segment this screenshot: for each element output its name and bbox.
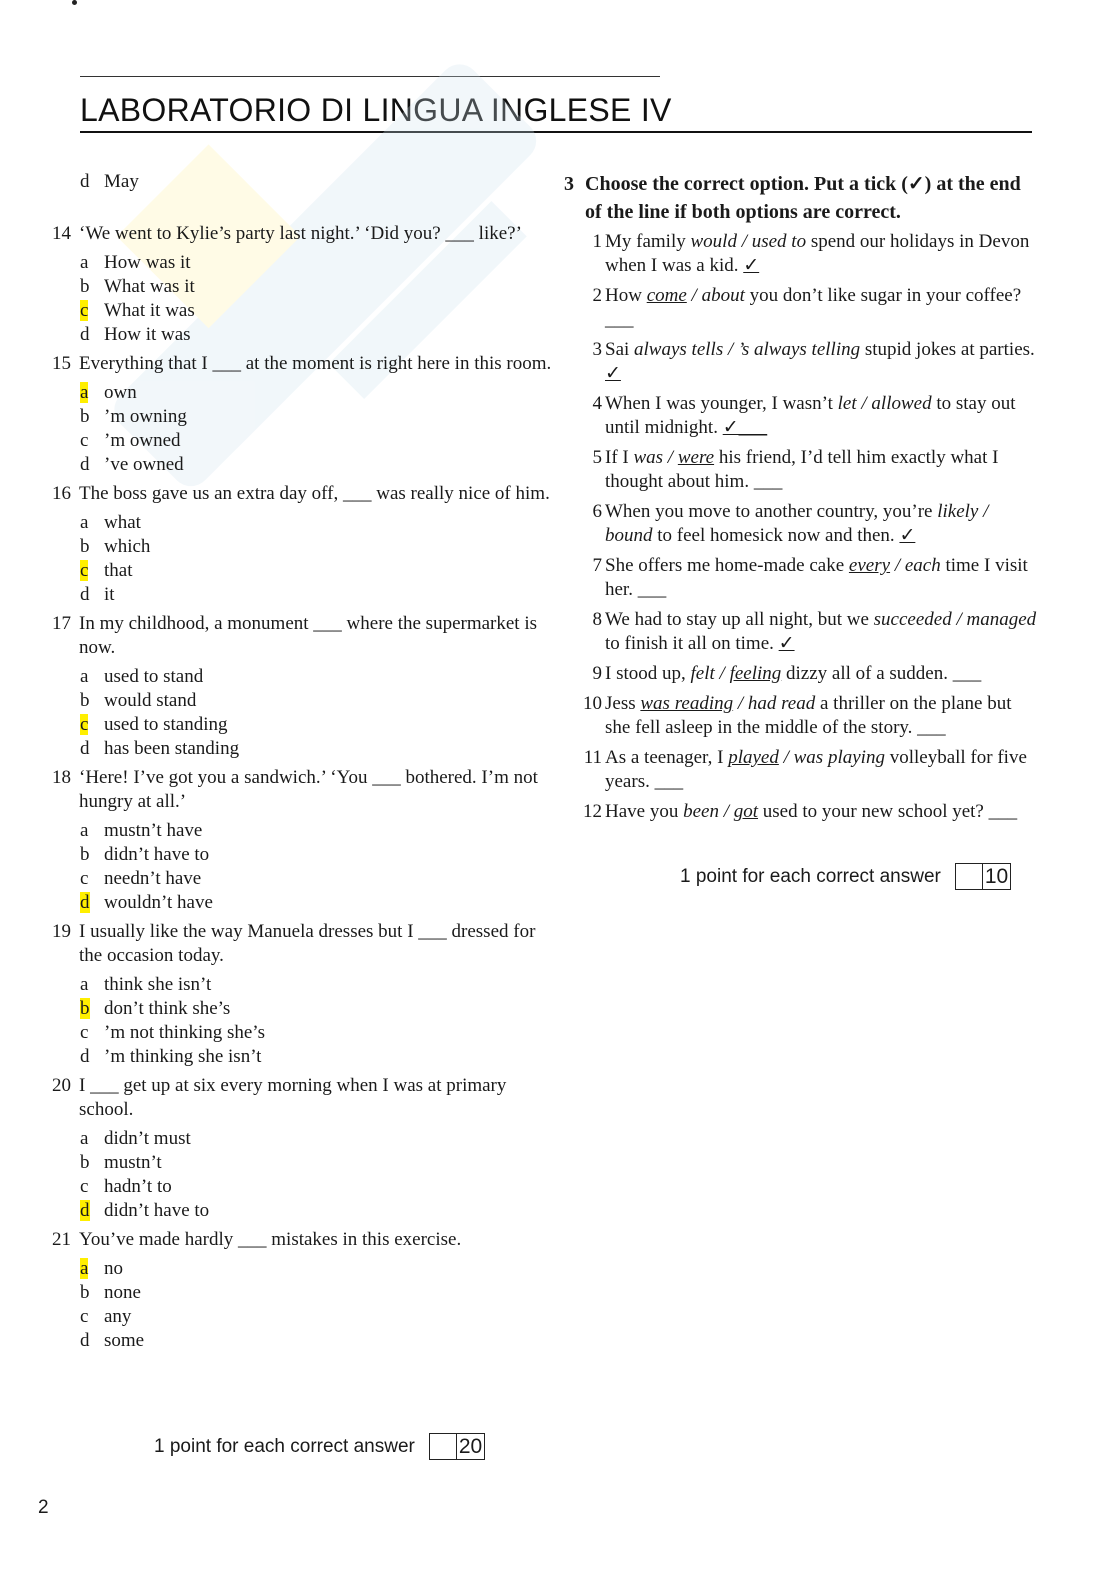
- option-letter: d: [80, 171, 90, 192]
- letter-text: d: [80, 584, 90, 605]
- option-text: hadn’t to: [104, 1176, 172, 1197]
- option-text: that: [104, 560, 133, 581]
- question-number: 21: [52, 1229, 71, 1250]
- question: [52, 612, 552, 660]
- item-text: [604, 230, 1040, 278]
- option-choice: / about: [686, 285, 745, 306]
- exercise-item: [564, 446, 1040, 494]
- score-label: 1 point for each correct answer: [680, 865, 941, 887]
- option-item[interactable]: [80, 1281, 552, 1305]
- item-number: 9: [592, 663, 602, 684]
- section-heading: [564, 170, 1040, 226]
- item-text: [604, 746, 1040, 794]
- question: [52, 766, 552, 814]
- item-text: [604, 554, 1040, 602]
- letter-text: a: [80, 512, 89, 533]
- tick-mark: ✓___: [722, 417, 768, 438]
- item-text-part: My family: [605, 231, 691, 252]
- item-number: 6: [592, 501, 602, 522]
- option-text: didn’t have to: [104, 1200, 210, 1221]
- item-text-part: We had to stay up all night, but we: [605, 609, 874, 630]
- letter-text: b: [80, 276, 90, 297]
- option-text: didn’t must: [104, 1128, 191, 1149]
- letter-text: c: [80, 868, 89, 889]
- item-text-part: to finish it all on time.: [605, 633, 779, 654]
- letter-text: a: [80, 820, 89, 841]
- option-text: it: [104, 584, 115, 605]
- item-number: 10: [583, 693, 602, 714]
- item-text-part: to stay out until midnight.: [605, 393, 1016, 438]
- option-item[interactable]: [80, 405, 552, 429]
- letter-text: d: [80, 324, 90, 345]
- option-text: needn’t have: [104, 868, 202, 889]
- question-block: [52, 612, 552, 761]
- item-text-part: Sai: [605, 339, 635, 360]
- item-text: [604, 608, 1040, 656]
- option-letter: [80, 1021, 104, 1045]
- option-text: some: [104, 1330, 145, 1351]
- option-item[interactable]: [80, 559, 552, 583]
- option-list: [80, 511, 552, 607]
- tick-mark: ✓: [778, 633, 795, 654]
- option-item[interactable]: [80, 819, 552, 843]
- option-item[interactable]: [80, 299, 552, 323]
- letter-text: c: [80, 1176, 89, 1197]
- exercise-list: [564, 230, 1040, 824]
- item-text: [604, 284, 1040, 332]
- option-choice: were: [677, 447, 715, 468]
- item-text: [604, 338, 1040, 386]
- tick-mark: ✓: [743, 255, 760, 276]
- letter-text: b: [80, 536, 90, 557]
- exercise-item: [564, 338, 1040, 386]
- question-block: [52, 222, 552, 347]
- option-choice: was reading: [640, 693, 734, 714]
- option-choice: let / allowed: [837, 393, 932, 414]
- option-letter: [80, 973, 104, 997]
- option-text: mustn’t have: [104, 820, 203, 841]
- question-text: ‘We went to Kylie’s party last night.’ ‘Did you? ___ like?’: [79, 223, 522, 244]
- option-choice: every: [848, 555, 891, 576]
- letter-text: b: [80, 1152, 90, 1173]
- score-total: 10: [984, 865, 1009, 888]
- option-item[interactable]: [80, 251, 552, 275]
- question-text: Everything that I ___ at the moment is right here in this room.: [79, 353, 552, 374]
- question-text: ‘Here! I’ve got you a sandwich.’ ‘You ___ bothered. I’m not hungry at all.’: [79, 767, 538, 812]
- option-list: [80, 1257, 552, 1353]
- letter-text: b: [80, 690, 90, 711]
- score-box: [955, 863, 1011, 890]
- section-number: 3: [564, 173, 574, 195]
- option-letter: [80, 1305, 104, 1329]
- option-choice: was /: [633, 447, 678, 468]
- item-text-part: When you move to another country, you’re: [605, 501, 938, 522]
- question-text: You’ve made hardly ___ mistakes in this exercise.: [79, 1229, 462, 1250]
- score-box: [429, 1433, 485, 1460]
- option-letter-highlighted: [80, 997, 104, 1021]
- item-text-part: to feel homesick now and then.: [652, 525, 900, 546]
- option-text: How was it: [104, 252, 191, 273]
- item-text-part: you don’t like sugar in your coffee? ___: [605, 285, 1022, 330]
- option-letter: [80, 323, 104, 347]
- option-text: would stand: [104, 690, 197, 711]
- option-text: ’m not thinking she’s: [104, 1022, 265, 1043]
- option-text: own: [104, 382, 137, 403]
- bullet-dot: [72, 0, 77, 5]
- option-text: didn’t have to: [104, 844, 210, 865]
- exercise-item: [564, 554, 1040, 602]
- letter-text: c: [80, 300, 89, 321]
- section-instructions: Choose the correct option. Put a tick (✓) at the end of the line if both options are correct.: [585, 173, 1021, 223]
- item-text-part: Jess: [605, 693, 641, 714]
- option-item[interactable]: [80, 1045, 552, 1069]
- score-line-left: [154, 1433, 485, 1460]
- option-letter: [80, 1151, 104, 1175]
- option-choice: come: [646, 285, 687, 306]
- option-list: [80, 1127, 552, 1223]
- letter-text: b: [80, 998, 90, 1019]
- option-text: has been standing: [104, 738, 240, 759]
- option-choice: likely / bound: [605, 501, 989, 546]
- option-text: May: [104, 171, 139, 192]
- item-number: 12: [583, 801, 602, 822]
- question: [52, 920, 552, 968]
- option-choice: would / used to: [690, 231, 807, 252]
- exercise-item: [564, 392, 1040, 440]
- question-number: 17: [52, 613, 71, 634]
- option-text: which: [104, 536, 151, 557]
- option-choice: been /: [683, 801, 734, 822]
- option-letter-highlighted: [80, 713, 104, 737]
- option-text: What it was: [104, 300, 195, 321]
- option-letter: [80, 843, 104, 867]
- question: [52, 1074, 552, 1122]
- page-title: LABORATORIO DI LINGUA INGLESE IV: [80, 92, 672, 128]
- question-text: I usually like the way Manuela dresses but I ___ dressed for the occasion today.: [79, 921, 536, 966]
- option-letter: [80, 535, 104, 559]
- option-letter-highlighted: [80, 381, 104, 405]
- option-letter: [80, 1281, 104, 1305]
- option-letter: [80, 405, 104, 429]
- option-choice: got: [733, 801, 759, 822]
- option-letter: [80, 453, 104, 477]
- option-item: [80, 170, 552, 194]
- letter-text: a: [80, 1258, 89, 1279]
- score-empty-cell[interactable]: [956, 864, 983, 889]
- option-item[interactable]: [80, 997, 552, 1021]
- page-number: 2: [38, 1497, 49, 1518]
- item-text-part: dizzy all of a sudden. ___: [781, 663, 982, 684]
- option-letter: [80, 251, 104, 275]
- exercise-item: [564, 284, 1040, 332]
- question-block: [52, 766, 552, 915]
- question-text: I ___ get up at six every morning when I was at primary school.: [79, 1075, 507, 1120]
- option-list: [80, 251, 552, 347]
- left-column: [52, 170, 552, 1358]
- letter-text: c: [80, 430, 89, 451]
- option-letter: [80, 1329, 104, 1353]
- letter-text: b: [80, 844, 90, 865]
- item-text-part: She offers me home-made cake: [605, 555, 849, 576]
- option-item[interactable]: [80, 1175, 552, 1199]
- letter-text: c: [80, 714, 89, 735]
- option-letter-highlighted: [80, 559, 104, 583]
- tick-mark: ✓: [605, 363, 621, 384]
- letter-text: d: [80, 454, 90, 475]
- item-text-part: When I was younger, I wasn’t: [605, 393, 838, 414]
- option-letter-highlighted: [80, 299, 104, 323]
- option-text: used to standing: [104, 714, 228, 735]
- option-item[interactable]: [80, 453, 552, 477]
- exercise-item: [564, 692, 1040, 740]
- option-letter: [80, 1045, 104, 1069]
- letter-text: a: [80, 974, 89, 995]
- letter-text: b: [80, 1282, 90, 1303]
- option-item[interactable]: [80, 973, 552, 997]
- option-item[interactable]: [80, 323, 552, 347]
- option-item[interactable]: [80, 867, 552, 891]
- item-number: 3: [592, 339, 602, 360]
- item-number: 8: [592, 609, 602, 630]
- item-text-part: Have you: [605, 801, 684, 822]
- header-rule: [80, 76, 660, 77]
- item-text: [604, 446, 1040, 494]
- option-letter: [80, 737, 104, 761]
- option-text: wouldn’t have: [104, 892, 213, 913]
- letter-text: d: [80, 1046, 90, 1067]
- question-block: [52, 352, 552, 477]
- option-text: don’t think she’s: [104, 998, 231, 1019]
- item-text: [604, 500, 1040, 548]
- option-letter: [80, 665, 104, 689]
- option-choice: succeeded / managed: [873, 609, 1037, 630]
- option-letter: [80, 429, 104, 453]
- option-item[interactable]: [80, 511, 552, 535]
- item-text-part: stupid jokes at parties.: [860, 339, 1035, 360]
- score-line-right: [680, 863, 1011, 890]
- letter-text: c: [80, 1306, 89, 1327]
- score-label: 1 point for each correct answer: [154, 1435, 415, 1457]
- option-letter: [80, 689, 104, 713]
- letter-text: d: [80, 892, 90, 913]
- question-block: [52, 1074, 552, 1223]
- item-text-part: spend our holidays in Devon when I was a kid.: [605, 231, 1030, 276]
- option-text: ’m owned: [104, 430, 181, 451]
- item-number: 5: [592, 447, 602, 468]
- option-list: [80, 973, 552, 1069]
- option-letter-highlighted: [80, 1257, 104, 1281]
- question-block: [52, 920, 552, 1069]
- option-item[interactable]: [80, 665, 552, 689]
- option-item[interactable]: [80, 713, 552, 737]
- question: [52, 482, 552, 506]
- item-text: [604, 662, 1040, 686]
- item-text-part: time I visit her. ___: [605, 555, 1028, 600]
- item-number: 4: [592, 393, 602, 414]
- item-text-part: As a teenager, I: [605, 747, 729, 768]
- option-item[interactable]: [80, 1199, 552, 1223]
- item-text-part: used to your new school yet? ___: [758, 801, 1018, 822]
- question-number: 15: [52, 353, 71, 374]
- option-letter-highlighted: [80, 1199, 104, 1223]
- option-item[interactable]: [80, 737, 552, 761]
- option-choice: felt /: [690, 663, 730, 684]
- item-number: 7: [592, 555, 602, 576]
- option-list: [80, 381, 552, 477]
- option-item[interactable]: [80, 843, 552, 867]
- letter-text: d: [80, 738, 90, 759]
- exercise-item: [564, 230, 1040, 278]
- item-text-part: If I: [605, 447, 634, 468]
- option-list: [80, 665, 552, 761]
- option-item[interactable]: [80, 1151, 552, 1175]
- option-text: mustn’t: [104, 1152, 162, 1173]
- option-text: any: [104, 1306, 132, 1327]
- option-text: think she isn’t: [104, 974, 212, 995]
- question-number: 20: [52, 1075, 71, 1096]
- option-text: ’m thinking she isn’t: [104, 1046, 262, 1067]
- option-choice: / was playing: [778, 747, 885, 768]
- exercise-item: [564, 662, 1040, 686]
- option-letter: [80, 819, 104, 843]
- exercise-item: [564, 500, 1040, 548]
- option-choice: always tells / ’s always telling: [634, 339, 861, 360]
- question-number: 14: [52, 223, 71, 244]
- option-item[interactable]: [80, 1329, 552, 1353]
- option-list: [80, 819, 552, 915]
- letter-text: a: [80, 666, 89, 687]
- question-number: 18: [52, 767, 71, 788]
- option-letter: [80, 1127, 104, 1151]
- option-text: none: [104, 1282, 141, 1303]
- option-text: What was it: [104, 276, 195, 297]
- item-number: 2: [592, 285, 602, 306]
- option-item[interactable]: [80, 535, 552, 559]
- score-empty-cell[interactable]: [430, 1434, 457, 1459]
- letter-text: b: [80, 406, 90, 427]
- letter-text: a: [80, 382, 89, 403]
- right-column: [564, 170, 1040, 830]
- option-choice: feeling: [729, 663, 782, 684]
- exercise-item: [564, 800, 1040, 824]
- item-text: [604, 800, 1040, 824]
- option-letter: [80, 867, 104, 891]
- question: [52, 222, 552, 246]
- option-letter: [80, 583, 104, 607]
- option-letter: [80, 511, 104, 535]
- item-text-part: his friend, I’d tell him exactly what I thought about him. ___: [605, 447, 999, 492]
- option-item[interactable]: [80, 583, 552, 607]
- letter-text: a: [80, 1128, 89, 1149]
- item-text: [604, 692, 1040, 740]
- option-text: what: [104, 512, 141, 533]
- item-text-part: volleyball for five years. ___: [605, 747, 1027, 792]
- option-item[interactable]: [80, 689, 552, 713]
- option-letter: [80, 1175, 104, 1199]
- title-underline: [80, 131, 1032, 133]
- letter-text: c: [80, 1022, 89, 1043]
- option-text: ’ve owned: [104, 454, 184, 475]
- exercise-item: [564, 608, 1040, 656]
- item-text: [604, 392, 1040, 440]
- pre-item: [80, 170, 552, 194]
- option-text: How it was: [104, 324, 191, 345]
- letter-text: a: [80, 252, 89, 273]
- option-letter: [80, 275, 104, 299]
- option-item[interactable]: [80, 381, 552, 405]
- question-number: 16: [52, 483, 71, 504]
- option-text: ’m owning: [104, 406, 187, 427]
- option-item[interactable]: [80, 1305, 552, 1329]
- letter-text: d: [80, 1200, 90, 1221]
- item-text-part: a thriller on the plane but she fell asleep in the middle of the story. ___: [605, 693, 1012, 738]
- option-item[interactable]: [80, 1257, 552, 1281]
- letter-text: d: [80, 1330, 90, 1351]
- option-choice: / had read: [733, 693, 816, 714]
- question-block: [52, 482, 552, 607]
- item-text-part: I stood up,: [605, 663, 691, 684]
- question-list: [52, 222, 552, 1353]
- option-text: no: [104, 1258, 123, 1279]
- question: [52, 352, 552, 376]
- item-text-part: How: [605, 285, 647, 306]
- item-number: 1: [592, 231, 602, 252]
- item-number: 11: [583, 747, 602, 768]
- option-letter-highlighted: [80, 891, 104, 915]
- option-item[interactable]: [80, 275, 552, 299]
- option-choice: played: [728, 747, 779, 768]
- question-text: The boss gave us an extra day off, ___ was really nice of him.: [79, 483, 550, 504]
- question: [52, 1228, 552, 1252]
- question-text: In my childhood, a monument ___ where the supermarket is now.: [79, 613, 538, 658]
- option-text: used to stand: [104, 666, 204, 687]
- option-item[interactable]: [80, 891, 552, 915]
- option-choice: / each: [890, 555, 941, 576]
- exercise-item: [564, 746, 1040, 794]
- score-total: 20: [458, 1435, 483, 1458]
- letter-text: c: [80, 560, 89, 581]
- question-block: [52, 1228, 552, 1353]
- tick-mark: ✓: [899, 525, 916, 546]
- option-item[interactable]: [80, 429, 552, 453]
- option-item[interactable]: [80, 1021, 552, 1045]
- question-number: 19: [52, 921, 71, 942]
- option-item[interactable]: [80, 1127, 552, 1151]
